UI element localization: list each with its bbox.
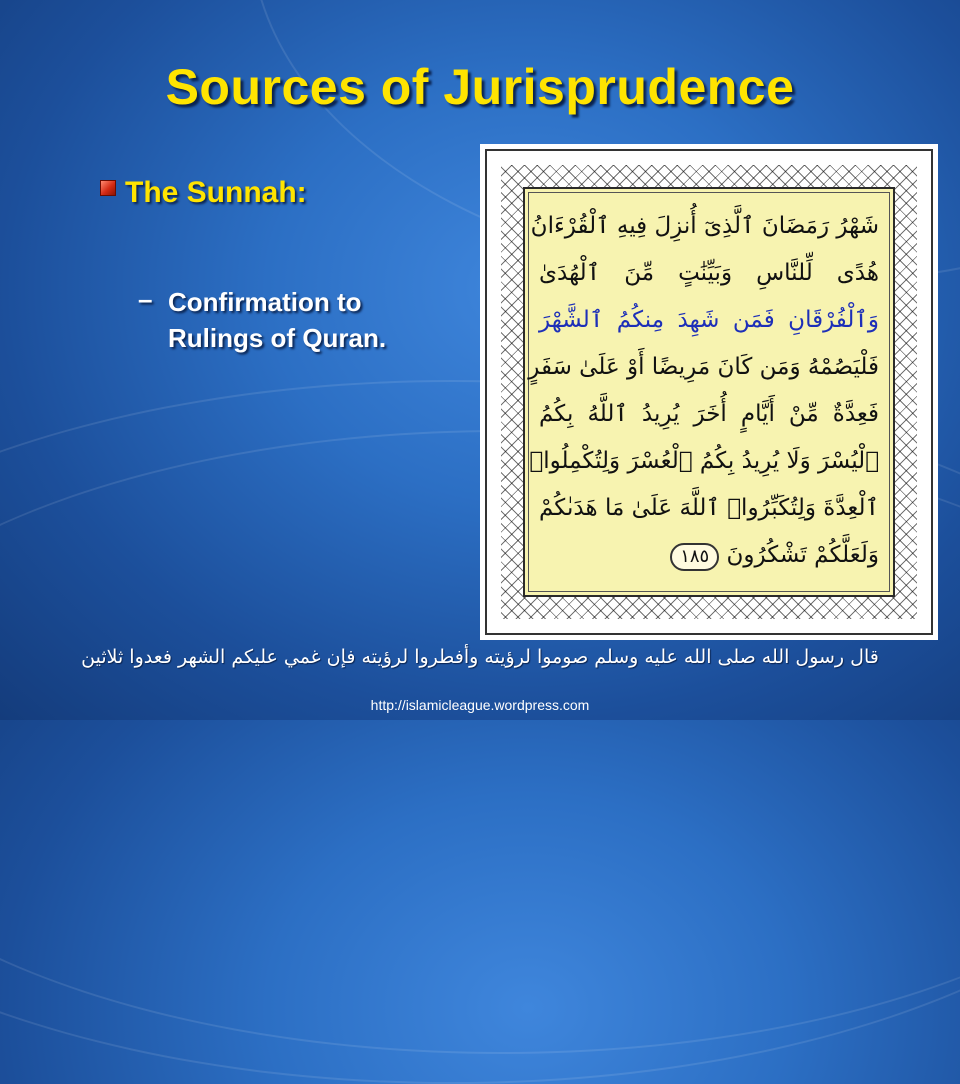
bullet-heading: The Sunnah: — [125, 176, 307, 209]
ornamental-border — [487, 151, 931, 633]
verse-text: وَلَعَلَّكُمْ تَشْكُرُونَ — [726, 542, 879, 568]
verse-line: فَعِدَّةٌ مِّنْ أَيَّامٍ أُخَرَ يُرِيدُ ٱللَّهُ بِكُمُ — [539, 401, 879, 427]
footer-url[interactable]: http://islamicleague.wordpress.com — [370, 697, 590, 713]
verse-line-last — [539, 532, 879, 579]
quran-page-image — [480, 144, 938, 640]
verse-line: هُدًى لِّلنَّاسِ وَبَيِّنَٰتٍ مِّنَ ٱلْهُدَىٰ — [539, 260, 879, 286]
verse-line: فَلْيَصُمْهُ وَمَن كَانَ مَرِيضًا أَوْ عَلَىٰ سَفَرٍ — [528, 354, 879, 380]
sub-bullet-dash: – — [138, 284, 153, 314]
verse-line: ٱلْيُسْرَ وَلَا يُرِيدُ بِكُمُ ٱلْعُسْرَ وَلِتُكْمِلُوا۟ — [529, 448, 879, 474]
verse-line: ٱلْعِدَّةَ وَلِتُكَبِّرُوا۟ ٱللَّهَ عَلَىٰ مَا هَدَىٰكُمْ — [539, 495, 879, 521]
verse-line: وَٱلْفُرْقَانِ فَمَن شَهِدَ مِنكُمُ ٱلشَّهْرَ — [539, 307, 879, 333]
sub-bullet-text: Confirmation to Rulings of Quran. — [168, 287, 387, 353]
quran-verse-area — [523, 187, 895, 597]
hadith-text: قال رسول الله صلى الله عليه وسلم صوموا لرؤيته وأفطروا لرؤيته فإن غمي عليكم الشهر فعدوا ثلاثين — [81, 646, 879, 668]
ayah-number-badge: ١٨٥ — [670, 543, 719, 571]
verse-line: شَهْرُ رَمَضَانَ ٱلَّذِىٓ أُنزِلَ فِيهِ ٱلْقُرْءَانُ — [530, 213, 879, 239]
bullet-square-icon — [100, 180, 116, 196]
slide-title: Sources of Jurisprudence — [165, 59, 795, 115]
